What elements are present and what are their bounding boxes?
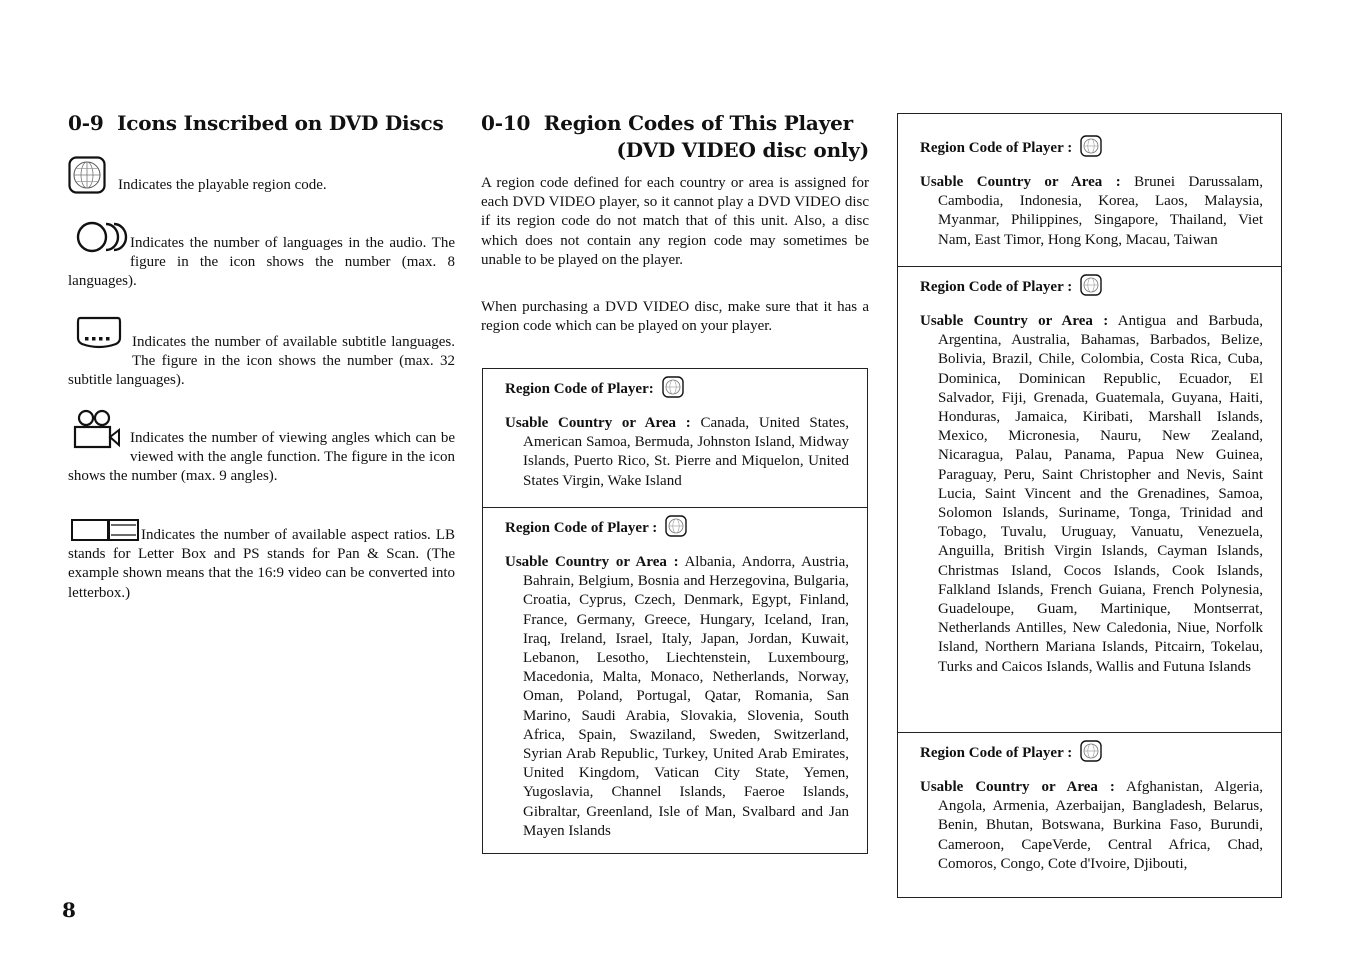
usable-label: Usable Country or Area : xyxy=(920,313,1109,329)
region-code-label xyxy=(505,516,849,540)
icon-item-angle xyxy=(68,409,455,487)
countries-list: Antigua and Barbuda, Argentina, Australia, Bahamas, Barbados, Belize, Bolivia, Brazil, Chile, Colombia, Costa Rica, Cuba, Dominica, Dominican Republic, Ecuador, El Salvador, Fiji, Grenada, Guatemala, Guyana, Haiti, Honduras, Jamaica, Kiribati, Marshall Islands, Mexico, Micronesia, Nauru, New Zealand, Nicaragua, Palau, Panama, Papua New Guinea, Paraguay, Peru, Saint Christopher and Nevis, Saint Lucia, Saint Vincent and the Grenadines, Samoa, Solomon Islands, Suriname, Tonga, Trinidad and Tobago, Tuvalu, Uruguay, Vanuatu, Venezuela, Anguilla, British Virgin Islands, Cayman Islands, Christmas Island, Cocos Islands, Cook Islands, Falkland Islands, French Guiana, French Polynesia, Guadeloupe, Guam, Martinique, Montserrat, Netherlands Antilles, New Caledonia, Niue, Norfolk Island, Northern Mariana Islands, Pitcairn, Tokelau, Turks and Caicos Islands, Wallis and Futuna Islands xyxy=(938,313,1263,675)
countries-list: Afghanistan, Algeria, Angola, Armenia, Azerbaijan, Bangladesh, Belarus, Benin, Bhutan, Botswana, Burkina Faso, Burundi, Cameroon, CapeVerde, Central Africa, Chad, Comoros, Congo, Cote d'Ivoire, Djibouti, xyxy=(938,779,1263,872)
camera-angle-icon xyxy=(72,409,122,453)
region-entry xyxy=(898,114,1281,266)
region-table-right xyxy=(897,113,1282,898)
region-globe-icon xyxy=(68,156,106,198)
countries-list: Brunei Darussalam, Cambodia, Indonesia, Korea, Laos, Malaysia, Myanmar, Philippines, Singapore, Thailand, Viet Nam, East Timor, Hong Kong, Macau, Taiwan xyxy=(938,174,1264,248)
region-code-label xyxy=(505,377,849,401)
region-code-label xyxy=(920,275,1263,299)
section-10-paragraph-2: When purchasing a DVD VIDEO disc, make sure that it has a region code which can be played on your player. xyxy=(481,299,869,335)
countries-list: Canada, United States, American Samoa, Bermuda, Johnston Island, Midway Islands, Puerto Rico, St. Pierre and Miquelon, United States Virgin, Wake Island xyxy=(523,415,849,489)
region-table-left xyxy=(482,368,868,854)
section-9-heading: Icons Inscribed on DVD Discs xyxy=(117,111,444,135)
region-code-label-text: Region Code of Player: xyxy=(505,380,654,397)
icon-item-audio xyxy=(68,221,455,292)
usable-label: Usable Country or Area : xyxy=(920,174,1121,190)
icon-item-subtitle xyxy=(68,316,455,391)
region-entry xyxy=(483,369,867,507)
icon-item-audio-text: Indicates the number of languages in the audio. The figure in the icon shows the number (max. 8 languages). xyxy=(68,235,455,290)
section-9-title xyxy=(68,110,444,137)
icon-item-angle-text: Indicates the number of viewing angles which can be viewed with the angle function. The figure in the icon shows the number (max. 9 angles). xyxy=(68,430,455,485)
section-10-heading-line1: Region Codes of This Player xyxy=(543,111,853,135)
audio-languages-icon xyxy=(76,221,130,257)
region-code-label-text: Region Code of Player : xyxy=(920,139,1073,156)
usable-label: Usable Country or Area : xyxy=(505,554,679,570)
section-10-heading-line2: (DVD VIDEO disc only) xyxy=(616,138,869,162)
region-globe-icon xyxy=(662,376,684,403)
section-10-paragraph-1: A region code defined for each country or area is assigned for each DVD VIDEO player, so it cannot play a DVD VIDEO disc if its region code do not match that of this unit. Also, a disc which does not contain any region code may sometimes be unable to be played on the player. xyxy=(481,175,869,268)
usable-countries xyxy=(920,312,1263,677)
usable-countries xyxy=(505,414,849,491)
usable-countries xyxy=(920,173,1263,250)
region-entry xyxy=(483,507,867,841)
region-globe-icon xyxy=(1080,274,1102,301)
usable-label: Usable Country or Area : xyxy=(920,779,1115,795)
countries-list: Albania, Andorra, Austria, Bahrain, Belgium, Bosnia and Herzegovina, Bulgaria, Croatia, Cyprus, Czech, Denmark, Egypt, Finland, France, Germany, Greece, Hungary, Iceland, Iran, Iraq, Ireland, Israel, Italy, Japan, Jordan, Kuwait, Lebanon, Lesotho, Liechtenstein, Luxembourg, Macedonia, Malta, Monaco, Netherlands, Norway, Oman, Poland, Portugal, Qatar, Romania, San Marino, Saudi Arabia, Slovakia, Slovenia, South Africa, Spain, Swaziland, Sweden, Switzerland, Syrian Arab Republic, Turkey, United Arab Emirates, United Kingdom, Vatican City State, Yemen, Yugoslavia, Channel Islands, Faeroe Islands, Gibraltar, Greenland, Isle of Man, Svalbard and Jan Mayen Islands xyxy=(523,554,849,839)
icon-item-aspect xyxy=(68,517,455,603)
region-code-label xyxy=(920,136,1263,160)
icon-item-subtitle-text: Indicates the number of available subtitle languages. The figure in the icon shows the number (max. 32 subtitle languages). xyxy=(68,334,455,389)
aspect-ratio-icon xyxy=(71,517,139,545)
region-code-label-text: Region Code of Player : xyxy=(920,744,1073,761)
section-10-number: 0-10 xyxy=(481,111,531,135)
section-10-title xyxy=(481,110,869,164)
region-globe-icon xyxy=(1080,740,1102,767)
region-globe-icon xyxy=(1080,135,1102,162)
icon-item-region xyxy=(68,156,455,198)
usable-countries xyxy=(505,553,849,841)
icon-item-aspect-text: Indicates the number of available aspect ratios. LB stands for Letter Box and PS stands for Pan & Scan. (The example shown means that the 16:9 video can be converted into letterbox.) xyxy=(68,527,455,601)
region-globe-icon xyxy=(665,515,687,542)
page-number: 8 xyxy=(62,898,76,922)
subtitle-icon xyxy=(76,316,122,354)
icon-item-region-text: Indicates the playable region code. xyxy=(118,177,327,193)
region-code-label-text: Region Code of Player : xyxy=(920,278,1073,295)
region-code-label-text: Region Code of Player : xyxy=(505,519,658,536)
usable-label: Usable Country or Area : xyxy=(505,415,691,431)
region-code-label xyxy=(920,741,1263,765)
region-entry xyxy=(898,732,1281,874)
region-entry xyxy=(898,266,1281,732)
section-9-number: 0-9 xyxy=(68,111,104,135)
usable-countries xyxy=(920,778,1263,874)
